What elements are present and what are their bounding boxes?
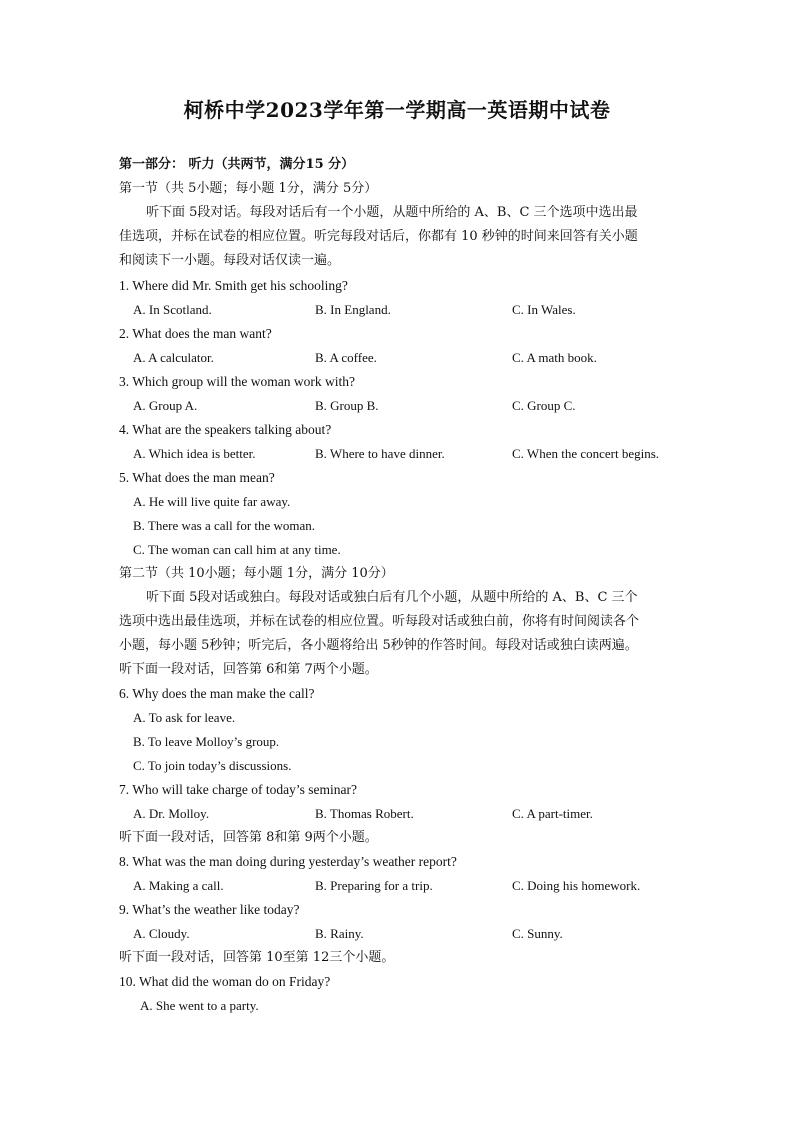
q9-option-b: B. Rainy.: [315, 926, 364, 941]
question-10: 10. What did the woman do on Friday?: [119, 974, 331, 989]
question-4: 4. What are the speakers talking about?: [119, 422, 332, 437]
question-9: 9. What’s the weather like today?: [119, 902, 300, 917]
q8-option-c: C. Doing his homework.: [512, 878, 641, 893]
question-8: 8. What was the man doing during yesterday’s weather report?: [119, 854, 457, 869]
question-2: 2. What does the man want?: [119, 326, 272, 341]
section2-heading: 第二节（共 10小题；每小题 1分，满分 10分）: [119, 566, 394, 581]
q7-option-b: B. Thomas Robert.: [315, 806, 414, 821]
q3-option-c: C. Group C.: [512, 398, 576, 413]
section1-heading: 第一节（共 5小题；每小题 1分，满分 5分）: [119, 181, 378, 196]
q8-option-b: B. Preparing for a trip.: [315, 878, 433, 893]
section1-instruction-line: 佳选项，并标在试卷的相应位置。听完每段对话后，你都有 10 秒钟的时间来回答有关小题: [119, 229, 638, 244]
q1-option-a: A. In Scotland.: [133, 302, 212, 317]
q7-option-a: A. Dr. Molloy.: [133, 806, 210, 821]
q4-option-a: A. Which idea is better.: [133, 446, 256, 461]
q6-option-a: A. To ask for leave.: [133, 710, 236, 725]
question-5: 5. What does the man mean?: [119, 470, 275, 485]
part1-heading: 第一部分： 听力（共两节，满分15 分）: [119, 157, 355, 172]
q6-option-c: C. To join today’s discussions.: [133, 758, 292, 773]
section2-instruction-line: 小题，每小题 5秒钟；听完后，各小题将给出 5秒钟的作答时间。每段对话或独白读两遍。: [119, 638, 638, 653]
section2-instruction-line: 听下面 5段对话或独白。每段对话或独白后有几个小题，从题中所给的 A、B、C 三个: [146, 590, 638, 605]
q5-option-b: B. There was a call for the woman.: [133, 518, 316, 533]
q4-option-c: C. When the concert begins.: [512, 446, 660, 461]
question-1: 1. Where did Mr. Smith get his schooling?: [119, 278, 348, 293]
section1-instruction-line: 和阅读下一小题。每段对话仅读一遍。: [119, 253, 341, 268]
q5-option-a: A. He will live quite far away.: [133, 494, 291, 509]
q3-option-b: B. Group B.: [315, 398, 379, 413]
section1-instruction-line: 听下面 5段对话。每段对话后有一个小题，从题中所给的 A、B、C 三个选项中选出最: [146, 205, 638, 220]
exam-title: 柯桥中学2023学年第一学期高一英语期中试卷: [183, 98, 611, 122]
q9-option-a: A. Cloudy.: [133, 926, 190, 941]
q1-option-b: B. In England.: [315, 302, 391, 317]
q6-option-b: B. To leave Molloy’s group.: [133, 734, 280, 749]
q1-option-c: C. In Wales.: [512, 302, 576, 317]
q2-option-a: A. A calculator.: [133, 350, 214, 365]
q2-option-c: C. A math book.: [512, 350, 597, 365]
q5-option-c: C. The woman can call him at any time.: [133, 542, 341, 557]
question-7: 7. Who will take charge of today’s seminar?: [119, 782, 357, 797]
q8-option-a: A. Making a call.: [133, 878, 224, 893]
q10-option-a: A. She went to a party.: [140, 998, 259, 1013]
question-3: 3. Which group will the woman work with?: [119, 374, 355, 389]
q2-option-b: B. A coffee.: [315, 350, 377, 365]
q9-option-c: C. Sunny.: [512, 926, 563, 941]
dialogue-note: 听下面一段对话，回答第 6和第 7两个小题。: [119, 662, 378, 677]
q3-option-a: A. Group A.: [133, 398, 198, 413]
dialogue-note: 听下面一段对话，回答第 10至第 12三个小题。: [119, 950, 395, 965]
q4-option-b: B. Where to have dinner.: [315, 446, 445, 461]
section2-instruction-line: 选项中选出最佳选项，并标在试卷的相应位置。听每段对话或独白前，你将有时间阅读各个: [119, 614, 640, 629]
q7-option-c: C. A part-timer.: [512, 806, 593, 821]
question-6: 6. Why does the man make the call?: [119, 686, 315, 701]
dialogue-note: 听下面一段对话，回答第 8和第 9两个小题。: [119, 830, 378, 845]
